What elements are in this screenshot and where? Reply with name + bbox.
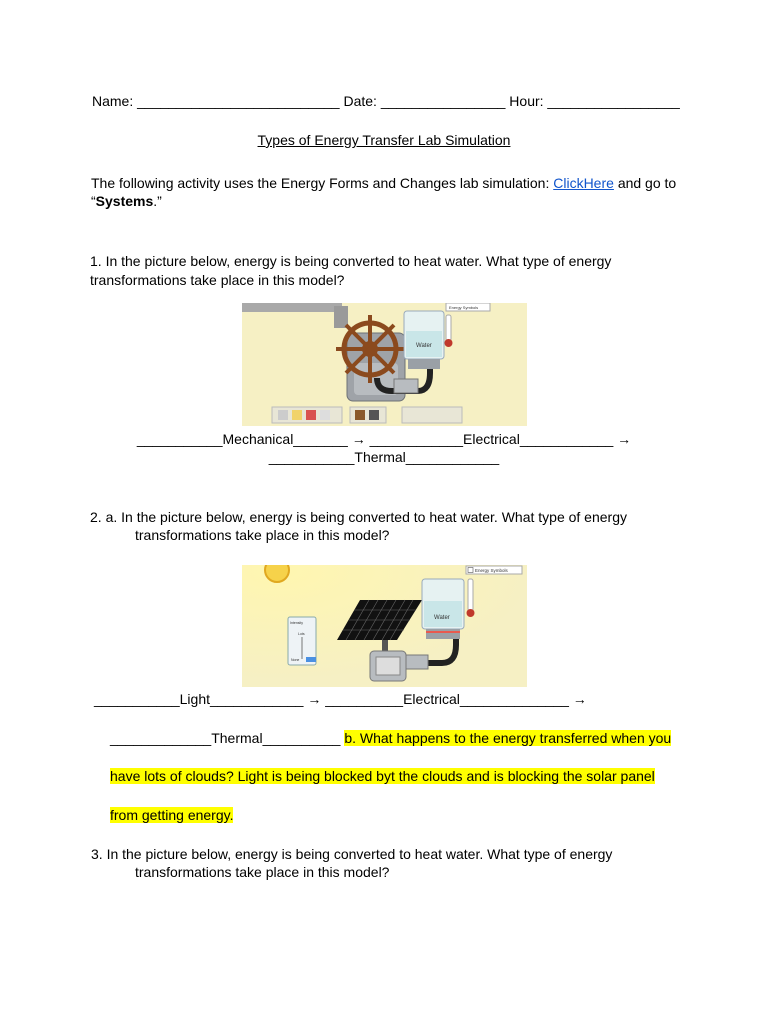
- q2-part-b-answer-line1: have lots of clouds? Light is being blocked byt the clouds and is blocking the solar panel: [110, 768, 655, 784]
- q1-simulation-image: [242, 303, 527, 426]
- q2-answer-line2: [110, 729, 671, 747]
- name-label: Name:: [92, 93, 134, 109]
- q3-text-line2: transformations take place in this model?: [135, 864, 390, 880]
- hour-label: Hour:: [509, 93, 544, 109]
- q2-text-line1: 2. a. In the picture below, energy is being converted to heat water. What type of energy: [90, 509, 627, 525]
- intro-line2: [91, 192, 162, 210]
- q1-answer-line2: ___________Thermal____________: [268, 449, 500, 465]
- q2-answer-line1: ___________Light____________ → __________Electrical______________ →: [94, 691, 587, 707]
- q1-text-line1: 1. In the picture below, energy is being converted to heat water. What type of energy: [90, 253, 612, 269]
- q1-text-line2: transformations take place in this model?: [90, 272, 345, 288]
- close-quote: .”: [153, 193, 162, 209]
- q2-part-b-question: b. What happens to the energy transferred when you: [344, 730, 672, 746]
- hour-field[interactable]: _________________: [547, 93, 680, 109]
- q2-energy-symbols-checkbox: Energy Symbols: [475, 568, 508, 573]
- q2-intensity-label: Intensity: [290, 621, 304, 625]
- header-line: [92, 92, 680, 110]
- sun-icon: [265, 565, 289, 582]
- q1-energy-symbols-checkbox: Energy Symbols: [449, 305, 479, 310]
- intro-text: The following activity uses the Energy Forms and Changes lab simulation:: [91, 175, 550, 191]
- date-field[interactable]: ________________: [380, 93, 506, 109]
- systems-bold: Systems: [95, 193, 154, 209]
- q2-none-label: None: [291, 658, 300, 662]
- water-wheel-icon: [336, 315, 404, 383]
- q1-beaker-label: Water: [416, 343, 432, 349]
- click-here-link[interactable]: ClickHere: [553, 175, 614, 191]
- name-field[interactable]: __________________________: [137, 93, 340, 109]
- q3-text-line1: 3. In the picture below, energy is being converted to heat water. What type of energy: [91, 846, 613, 862]
- open-quote: “: [91, 193, 96, 209]
- date-label: Date:: [343, 93, 377, 109]
- intro-line1: [91, 174, 676, 192]
- intro-text-after: and go to: [617, 175, 677, 191]
- q2-lots-label: Lots: [298, 632, 305, 636]
- q2-simulation-image: [242, 565, 527, 687]
- q2-beaker-label: Water: [434, 615, 450, 621]
- q2-part-b-answer-line2: from getting energy.: [110, 807, 234, 823]
- q2-part-b-line2: [110, 767, 655, 785]
- q1-answer-line1: ___________Mechanical_______ → ____________Electrical____________ →: [136, 431, 632, 447]
- page-title: Types of Energy Transfer Lab Simulation: [257, 132, 511, 148]
- q2-text-line2: transformations take place in this model?: [135, 527, 390, 543]
- q2-thermal-answer: _____________Thermal__________: [110, 730, 341, 746]
- q2-part-b-line3: [110, 806, 233, 824]
